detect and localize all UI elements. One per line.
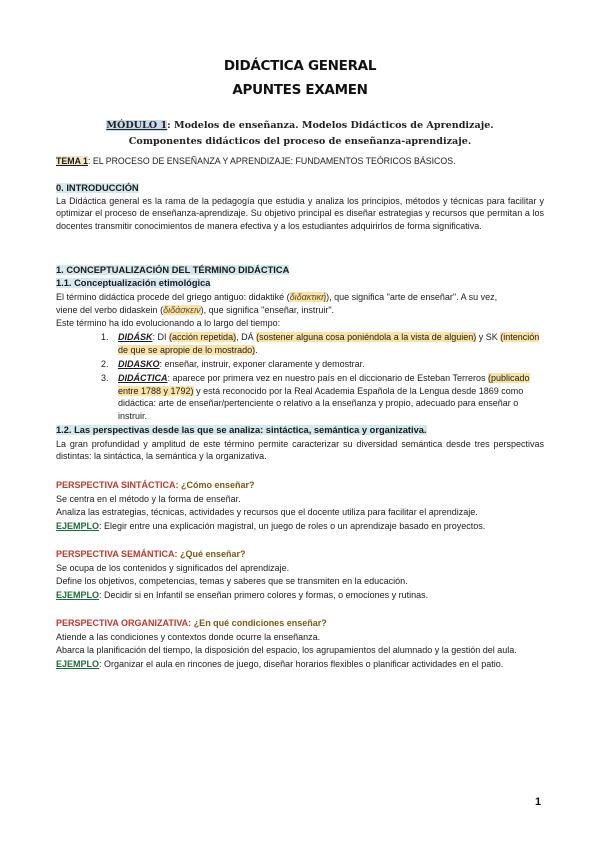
greek-didaktike: διδακτική [289,292,327,302]
perspective-syntactic-example: EJEMPLO: Elegir entre una explicación magistral, un juego de roles o un aprendizaje basado en proyectos. [56,521,486,531]
document-subtitle: APUNTES EXAMEN [232,82,368,98]
list-item-didasko: DIDASKO: enseñar, instruir, exponer claramente y demostrar. [118,359,365,369]
section1-heading: 1. CONCEPTUALIZACIÓN DEL TÉRMINO DIDÁCTICA [56,265,290,275]
perspective-syntactic-line-2: Analiza las estrategias, técnicas, actividades y recursos que el docente utiliza para facilitar el aprendizaje. [56,507,478,517]
module-label: MÓDULO 1 [106,120,168,131]
tema-heading [56,155,456,167]
list-number-1: 1. [101,332,109,342]
module-heading [90,118,510,150]
subsection-1-2-heading: 1.2. Las perspectivas desde las que se analiza: sintáctica, semántica y organizativa. [56,425,427,435]
perspective-organizational-line-1: Atiende a las condiciones y contextos donde ocurre la enseñanza. [56,632,321,642]
list-item-didactica: DIDÁCTICA: aparece por primera vez en nuestro país en el diccionario de Esteban Terreros (publicado entre 1788 y 1792) y está reconocido por la Real Academia Española de la Lengua desde 1869 como didáctica: arte de enseñar/pertenciente o relativo a la enseñanza y propio, adecuado para enseñar o instruir. [118,373,530,421]
perspective-organizational-line-2: Abarca la planificación del tiempo, la disposición del espacio, los agrupamientos del alumnado y la gestión del aula. [56,645,517,655]
perspective-semantic-line-1: Se ocupa de los contenidos y significados del aprendizaje. [56,563,290,573]
list-item-didask: DIDÁSK: DI (acción repetida), DÁ (sostener alguna cosa poniéndola a la vista de alguien) y SK (intención de que se apropie de lo mostrado). [118,332,540,355]
document-title: DIDÁCTICA GENERAL [223,58,377,74]
tema-text: : EL PROCESO DE ENSEÑANZA Y APRENDIZAJE: FUNDAMENTOS TEÓRICOS BÁSICOS. [87,156,456,166]
page-number: 1 [535,796,542,808]
perspective-syntactic-heading: PERSPECTIVA SINTÁCTICA: ¿Cómo enseñar? [56,480,255,490]
tema-label: TEMA 1 [56,156,88,166]
etymology-line-2: viene del verbo didaskein (διδάσκειν), que significa "enseñar, instruir". [56,305,335,315]
perspectives-intro-paragraph: La gran profundidad y amplitud de este término permite caracterizar su diversidad semántica desde tres perspectivas distintas: la sintáctica, la semántica y la organizativa. [56,439,544,462]
module-text: : Modelos de enseñanza. Modelos Didácticos de Aprendizaje. Componentes didácticos del proceso de enseñanza-aprendizaje. [128,120,494,147]
perspective-syntactic-line-1: Se centra en el método y la forma de enseñar. [56,494,241,504]
intro-paragraph: La Didáctica general es la rama de la pedagogía que estudia y analiza los principios, métodos y técnicas para facilitar y optimizar el proceso de enseñanza-aprendizaje. Su objetivo principal es diseñar estrategias y recursos que permitan a los docentes transmitir conocimientos de manera efectiva y a los estudiantes adquirirlos de forma significativa. [56,196,544,231]
subsection-1-1-heading: 1.1. Conceptualización etimológica [56,278,211,288]
intro-heading: 0. INTRODUCCIÓN [56,183,139,193]
perspective-organizational-example: EJEMPLO: Organizar el aula en rincones de juego, diseñar horarios flexibles o planificar actividades en el patio. [56,659,504,669]
perspective-semantic-line-2: Define los objetivos, competencias, temas y saberes que se transmiten en la educación. [56,576,408,586]
perspective-semantic-heading: PERSPECTIVA SEMÁNTICA: ¿Qué enseñar? [56,549,246,559]
etymology-line-1: El término didáctica procede del griego antiguo: didaktiké (διδακτική), que significa "arte de enseñar". A su vez, [56,292,498,302]
list-number-3: 3. [101,373,109,383]
greek-didaskein: διδάσκειν [163,305,201,315]
list-number-2: 2. [101,359,109,369]
evolution-line: Este término ha ido evolucionando a lo largo del tiempo: [56,318,281,328]
perspective-organizational-heading: PERSPECTIVA ORGANIZATIVA: ¿En qué condiciones enseñar? [56,618,327,628]
perspective-semantic-example: EJEMPLO: Decidir si en Infantil se enseñan primero colores y formas, o emociones y rutinas. [56,590,429,600]
